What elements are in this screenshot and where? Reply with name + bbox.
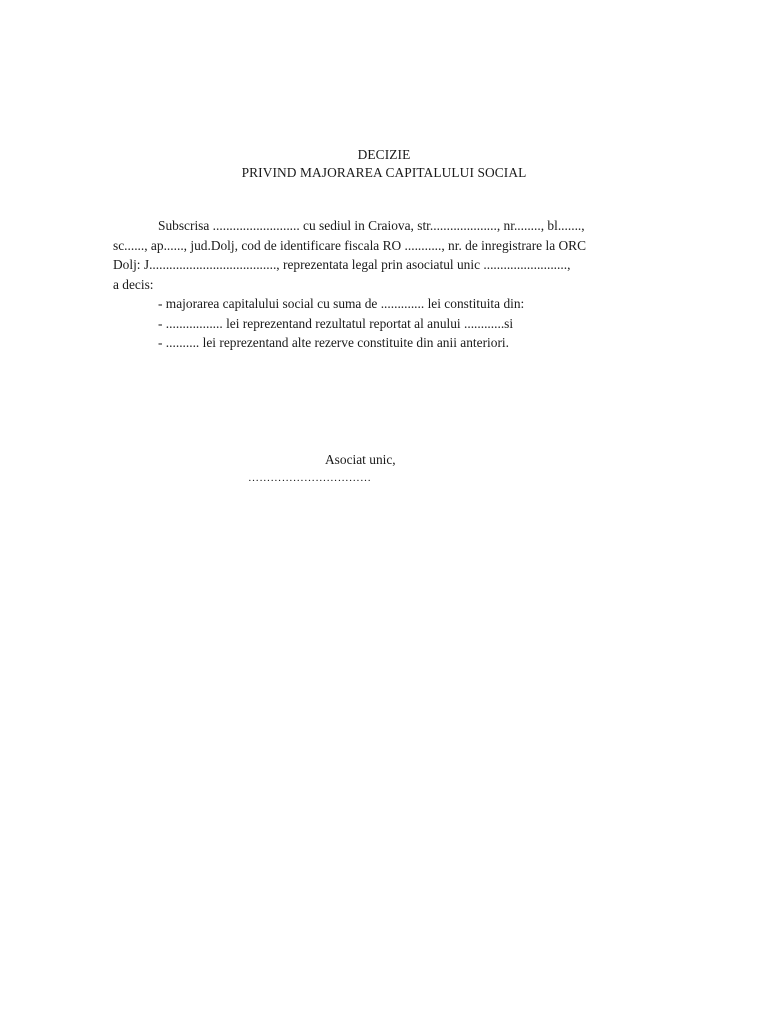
document-title: DECIZIE — [357, 147, 411, 162]
body-line-decided: a decis: — [113, 276, 154, 292]
body-line-address: sc......, ap......, jud.Dolj, cod de identificare fiscala RO ..........., nr. de inregistrare la ORC — [113, 237, 587, 253]
body-line-capital-increase: - majorarea capitalului social cu suma de ............. lei constituita din: — [158, 296, 525, 311]
body-line-retained-earnings: - ................. lei reprezentand rezultatul reportat al anului ............si — [158, 315, 514, 331]
signature-line: …………………………… — [248, 472, 372, 484]
body-line-other-reserves: - .......... lei reprezentand alte rezerve constituite din anii anteriori. — [158, 335, 509, 350]
document-subtitle: PRIVIND MAJORAREA CAPITALULUI SOCIAL — [241, 165, 527, 180]
decision-body — [113, 216, 645, 353]
body-line-company: Subscrisa .......................... cu sediul in Craiova, str...................., nr........, bl......., — [158, 218, 585, 233]
body-line-registration: Dolj: J......................................, reprezentata legal prin asociatul unic ........................., — [113, 257, 571, 272]
signature-label: Asociat unic, — [325, 452, 396, 467]
